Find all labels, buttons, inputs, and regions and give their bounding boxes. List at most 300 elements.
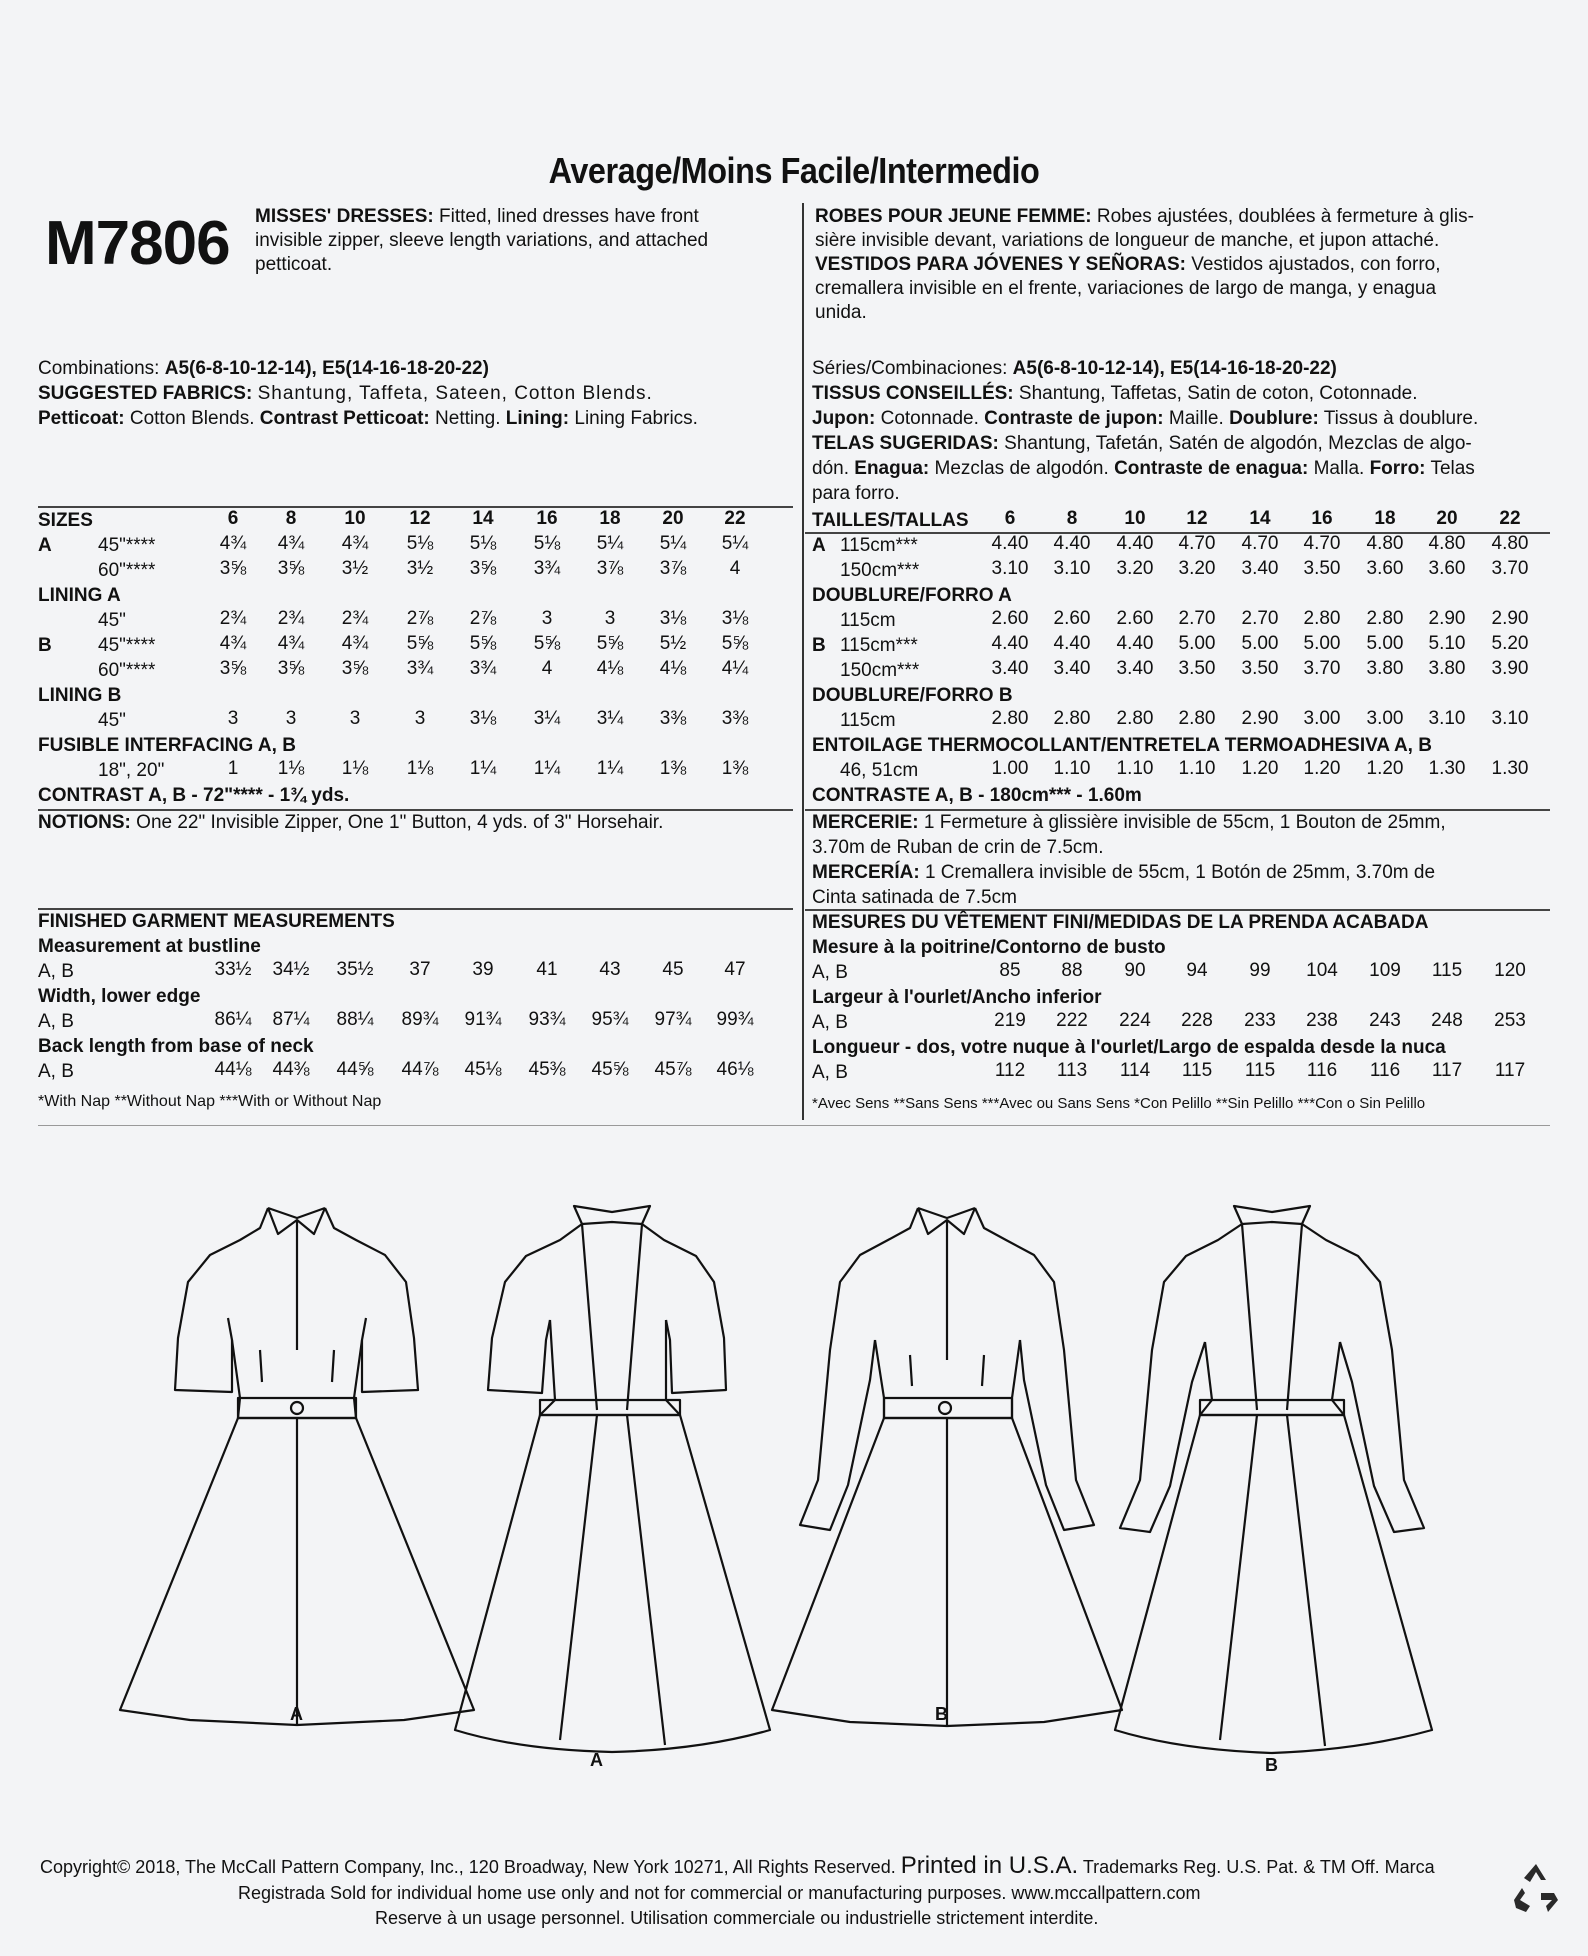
tissus-line: [812, 381, 1418, 406]
row-label: A: [812, 535, 826, 556]
yardage-cell: 3.50: [1303, 558, 1341, 579]
bust-title-en: Measurement at bustline: [38, 936, 261, 957]
measurement-cell: 37: [409, 959, 431, 980]
bust-title-fr: Mesure à la poitrine/Contorno de busto: [812, 937, 1166, 958]
measurement-cell: 44⅝: [336, 1059, 374, 1080]
yardage-cell: 3.20: [1116, 558, 1154, 579]
yardage-cell: 2.80: [1366, 608, 1404, 629]
bust-label-fr: A, B: [812, 962, 848, 983]
size-header: 8: [1066, 508, 1078, 529]
suggested-fabrics-label: SUGGESTED FABRICS:: [38, 383, 253, 404]
combinations-label: Combinations:: [38, 358, 160, 379]
yardage-cell: 4¾: [219, 633, 247, 654]
mercerie-line2: 3.70m de Ruban de crin de 7.5cm.: [812, 837, 1104, 858]
telas-value-cont: dón.: [812, 458, 849, 479]
difficulty-heading: Average/Moins Facile/Intermedio: [548, 150, 1040, 191]
yardage-cell: 1.20: [1241, 758, 1279, 779]
measurement-cell: 115: [1244, 1060, 1276, 1081]
size-header: 10: [344, 508, 366, 529]
measurement-cell: 87¼: [272, 1009, 310, 1030]
yardage-cell: 3¼: [533, 708, 561, 729]
yardage-cell: 5½: [659, 633, 687, 654]
measurement-cell: 253: [1494, 1010, 1526, 1031]
yardage-cell: 1⅛: [277, 758, 305, 779]
measurement-cell: 33½: [214, 959, 252, 980]
yardage-cell: 3.00: [1303, 708, 1341, 729]
yardage-cell: 2.90: [1241, 708, 1279, 729]
measurement-cell: 233: [1244, 1010, 1276, 1031]
yardage-cell: 3⅛: [721, 608, 749, 629]
petticoat-label: Petticoat:: [38, 408, 125, 429]
yardage-cell: 3.10: [1053, 558, 1091, 579]
row-width: 45": [98, 710, 126, 731]
yardage-cell: 4.40: [991, 533, 1029, 554]
yardage-cell: 5¼: [721, 533, 749, 554]
yardage-cell: 5.00: [1178, 633, 1216, 654]
size-header: 12: [409, 508, 431, 529]
measurement-cell: 109: [1369, 960, 1401, 981]
measurement-cell: 116: [1306, 1060, 1338, 1081]
row-label: B: [38, 635, 52, 656]
row-width: 45": [98, 610, 126, 631]
yardage-cell: 3.70: [1303, 658, 1341, 679]
yardage-cell: 5.00: [1241, 633, 1279, 654]
row-label: DOUBLURE/FORRO A: [812, 585, 1012, 606]
measurement-cell: 34½: [272, 959, 310, 980]
telas-line: [812, 431, 1472, 456]
mercerie-label: MERCERIE:: [812, 812, 919, 833]
yardage-cell: 4: [541, 658, 553, 679]
yardage-cell: 2.80: [1303, 608, 1341, 629]
yardage-cell: 3: [604, 608, 616, 629]
yardage-cell: 4.40: [1116, 533, 1154, 554]
description-es-title: VESTIDOS PARA JÓVENES Y SEÑORAS:: [815, 254, 1186, 275]
measurement-cell: 93¾: [528, 1009, 566, 1030]
row-label: LINING A: [38, 585, 121, 606]
combinations-fr-value: A5(6-8-10-12-14), E5(14-16-18-20-22): [1012, 358, 1337, 379]
yardage-cell: 3⅜: [721, 708, 749, 729]
yardage-cell: 5.20: [1491, 633, 1529, 654]
yardage-cell: 3¾: [533, 558, 561, 579]
column-divider: [802, 203, 804, 1120]
yardage-cell: 2.80: [1178, 708, 1216, 729]
size-header: 16: [1311, 508, 1333, 529]
yardage-cell: 1¼: [533, 758, 561, 779]
back-title-en: Back length from base of neck: [38, 1036, 314, 1057]
yardage-cell: 3.10: [991, 558, 1029, 579]
yardage-cell: 3⅝: [277, 558, 305, 579]
measurement-cell: 41: [536, 959, 558, 980]
forro-label: Forro:: [1369, 458, 1426, 479]
width-title-fr: Largeur à l'ourlet/Ancho inferior: [812, 987, 1102, 1008]
yardage-cell: 1⅛: [341, 758, 369, 779]
yardage-cell: 3¾: [406, 658, 434, 679]
nap-note-en: *With Nap **Without Nap ***With or Without Nap: [38, 1093, 382, 1110]
petticoat-value: Cotton Blends.: [129, 408, 255, 429]
description-fr-line2: sière invisible devant, variations de longueur de manche, et jupon attaché.: [815, 230, 1440, 251]
measurement-cell: 120: [1494, 960, 1526, 981]
enagua-label: Enagua:: [854, 458, 930, 479]
figure-label-front-b: B: [935, 1704, 948, 1724]
footer-copyright: Copyright© 2018, The McCall Pattern Company, Inc., 120 Broadway, New York 10271, All Rights Reserved.: [40, 1857, 896, 1877]
yardage-cell: 3.40: [1053, 658, 1091, 679]
measurement-cell: 228: [1181, 1010, 1213, 1031]
yardage-cell: 3.20: [1178, 558, 1216, 579]
yardage-cell: 1: [227, 758, 239, 779]
description-en-line2: invisible zipper, sleeve length variations, and attached: [255, 230, 709, 251]
yardage-cell: 3.80: [1428, 658, 1466, 679]
yardage-cell: 3.50: [1178, 658, 1216, 679]
yardage-cell: 1.10: [1053, 758, 1091, 779]
yardage-cell: 3.90: [1491, 658, 1529, 679]
measurement-cell: 117: [1431, 1060, 1463, 1081]
combinations-fr: [812, 356, 1337, 381]
yardage-cell: 3.80: [1366, 658, 1404, 679]
description-en-title: MISSES' DRESSES:: [255, 206, 434, 227]
mercerie-value: 1 Fermeture à glissière invisible de 55cm, 1 Bouton de 25mm,: [923, 812, 1446, 833]
yardage-cell: 3.50: [1241, 658, 1279, 679]
yardage-cell: 5¼: [596, 533, 624, 554]
yardage-cell: 3.40: [1241, 558, 1279, 579]
yardage-cell: 3⅛: [659, 608, 687, 629]
row-width: 150cm***: [840, 660, 920, 681]
combinations-fr-label: Séries/Combinaciones:: [812, 358, 1008, 379]
footer-line2: Registrada Sold for individual home use only and not for commercial or manufacturing purposes. www.mccallpattern.com: [238, 1883, 1201, 1903]
measurement-cell: 85: [999, 960, 1021, 981]
yardage-cell: 4⅛: [659, 658, 687, 679]
style-number: M7806: [45, 209, 230, 278]
yardage-cell: 1¼: [596, 758, 624, 779]
sizes-header-label: TAILLES/TALLAS: [812, 510, 969, 531]
yardage-cell: 5⅝: [721, 633, 749, 654]
measurement-cell: 116: [1369, 1060, 1401, 1081]
tissus-label: TISSUS CONSEILLÉS:: [812, 383, 1014, 404]
yardage-cell: 3: [349, 708, 361, 729]
yardage-cell: 3: [285, 708, 297, 729]
yardage-cell: 2.70: [1241, 608, 1279, 629]
yardage-cell: 4.80: [1428, 533, 1466, 554]
measurement-cell: 45⅝: [591, 1059, 629, 1080]
size-header: 12: [1186, 508, 1208, 529]
measurement-cell: 39: [472, 959, 494, 980]
yardage-cell: 3.60: [1428, 558, 1466, 579]
row-label: LINING B: [38, 685, 122, 706]
description-es-line1: Vestidos ajustados, con forro,: [1191, 254, 1441, 275]
dress-b-front-drawing: [772, 1208, 1122, 1726]
measurement-cell: 219: [994, 1010, 1026, 1031]
yardage-cell: 2⅞: [406, 608, 434, 629]
measurement-cell: 112: [994, 1060, 1026, 1081]
size-header: 14: [472, 508, 494, 529]
measurement-cell: 43: [599, 959, 621, 980]
jupon-value: Cotonnade.: [880, 408, 979, 429]
yardage-cell: 4¾: [277, 633, 305, 654]
suggested-fabrics-value: Shantung, Taffeta, Sateen, Cotton Blends.: [257, 383, 653, 404]
yardage-cell: 4.40: [991, 633, 1029, 654]
contraste-enagua-label: Contraste de enagua:: [1114, 458, 1309, 479]
sizes-header-label: SIZES: [38, 510, 93, 531]
yardage-cell: 2.80: [1053, 708, 1091, 729]
contraste-jupon-value: Maille.: [1168, 408, 1224, 429]
footer-line1: [40, 1852, 1435, 1880]
measurement-cell: 115: [1181, 1060, 1213, 1081]
yardage-cell: 2¾: [277, 608, 305, 629]
contrast-petticoat-label: Contrast Petticoat:: [259, 408, 430, 429]
yardage-cell: 4: [729, 558, 741, 579]
yardage-cell: 1.00: [991, 758, 1029, 779]
size-header: 14: [1249, 508, 1271, 529]
measurement-cell: 44⅞: [401, 1059, 439, 1080]
figure-label-back-b: B: [1265, 1755, 1278, 1775]
measurement-cell: 46⅛: [716, 1059, 754, 1080]
yardage-cell: 3⅝: [469, 558, 497, 579]
row-width: 45"****: [98, 535, 156, 556]
jupon-line: [812, 406, 1478, 431]
yardage-cell: 3.40: [1116, 658, 1154, 679]
measurement-cell: 99¾: [716, 1009, 754, 1030]
dress-a-back-drawing: [455, 1206, 770, 1752]
yardage-cell: 3½: [341, 558, 369, 579]
lining-value: Lining Fabrics.: [574, 408, 698, 429]
yardage-cell: 4.40: [1053, 533, 1091, 554]
contrast-yardage: CONTRAST A, B - 72"**** - 1¾ yds.: [38, 785, 350, 806]
yardage-cell: 1⅜: [659, 758, 687, 779]
combinations-value: A5(6-8-10-12-14), E5(14-16-18-20-22): [164, 358, 489, 379]
yardage-cell: 3⅞: [596, 558, 624, 579]
measurement-cell: 114: [1119, 1060, 1151, 1081]
forro-line: para forro.: [812, 483, 900, 504]
yardage-cell: 5⅝: [533, 633, 561, 654]
notions-label: NOTIONS:: [38, 812, 131, 833]
yardage-cell: 5.10: [1428, 633, 1466, 654]
yardage-cell: 5⅛: [406, 533, 434, 554]
yardage-cell: 2.80: [1116, 708, 1154, 729]
merceria-line2: Cinta satinada de 7.5cm: [812, 887, 1017, 908]
yardage-cell: 2.90: [1428, 608, 1466, 629]
measurement-cell: 115: [1431, 960, 1463, 981]
yardage-cell: 3⅞: [659, 558, 687, 579]
yardage-cell: 5.00: [1366, 633, 1404, 654]
yardage-cell: 3.60: [1366, 558, 1404, 579]
enagua-line: [812, 456, 1475, 481]
yardage-cell: 2.70: [1178, 608, 1216, 629]
measurement-cell: 44⅜: [272, 1059, 310, 1080]
yardage-cell: 4¾: [341, 633, 369, 654]
row-width: 60"****: [98, 660, 156, 681]
yardage-cell: 1¼: [469, 758, 497, 779]
suggested-fabrics: [38, 381, 653, 406]
yardage-cell: 3.00: [1366, 708, 1404, 729]
measurement-cell: 238: [1306, 1010, 1338, 1031]
yardage-cell: 3: [541, 608, 553, 629]
yardage-cell: 3.10: [1491, 708, 1529, 729]
measurement-cell: 117: [1494, 1060, 1526, 1081]
mercerie-line1: [812, 810, 1446, 835]
width-label-en: A, B: [38, 1011, 74, 1032]
contrast-petticoat-value: Netting.: [435, 408, 501, 429]
yardage-cell: 3⅝: [341, 658, 369, 679]
measurement-cell: 99: [1249, 960, 1271, 981]
size-header: 6: [1004, 508, 1016, 529]
forro-value: Telas: [1430, 458, 1475, 479]
yardage-cell: 3¾: [469, 658, 497, 679]
row-label: ENTOILAGE THERMOCOLLANT/ENTRETELA TERMOADHESIVA A, B: [812, 735, 1432, 756]
measurement-cell: 45⅞: [654, 1059, 692, 1080]
yardage-cell: 5⅛: [469, 533, 497, 554]
size-header: 6: [227, 508, 239, 529]
measurement-cell: 88¼: [336, 1009, 374, 1030]
measurement-cell: 222: [1056, 1010, 1088, 1031]
telas-label: TELAS SUGERIDAS:: [812, 433, 999, 454]
row-width: 150cm***: [840, 560, 920, 581]
size-header: 16: [536, 508, 558, 529]
yardage-cell: 3⅛: [469, 708, 497, 729]
yardage-cell: 4¾: [219, 533, 247, 554]
yardage-cell: 2¾: [341, 608, 369, 629]
row-label: DOUBLURE/FORRO B: [812, 685, 1013, 706]
description-es-line3: unida.: [815, 302, 867, 323]
yardage-cell: 3: [227, 708, 239, 729]
measurement-cell: 113: [1056, 1060, 1088, 1081]
illustration-rule: [38, 1125, 1550, 1126]
back-title-fr: Longueur - dos, votre nuque à l'ourlet/Largo de espalda desde la nuca: [812, 1037, 1446, 1058]
yardage-cell: 3⅝: [277, 658, 305, 679]
garment-illustrations: [0, 1150, 1588, 1790]
merceria-line1: [812, 860, 1435, 885]
enagua-value: Mezclas de algodón.: [934, 458, 1109, 479]
yardage-cell: 2.60: [1116, 608, 1154, 629]
description-en-line1: Fitted, lined dresses have front: [439, 206, 699, 227]
measurement-cell: 35½: [336, 959, 374, 980]
description-en: [255, 205, 780, 277]
size-header: 18: [1374, 508, 1396, 529]
row-width: 18", 20": [98, 760, 165, 781]
yardage-cell: 1.30: [1428, 758, 1466, 779]
measurement-cell: 95¾: [591, 1009, 629, 1030]
recycle-icon: [1508, 1860, 1564, 1916]
footer-line3: Reserve à un usage personnel. Utilisation commerciale ou industrielle strictement interdite.: [375, 1908, 1099, 1928]
size-header: 20: [1436, 508, 1458, 529]
yardage-cell: 3¼: [596, 708, 624, 729]
back-label-en: A, B: [38, 1061, 74, 1082]
measurement-cell: 224: [1119, 1010, 1151, 1031]
notions-value: One 22" Invisible Zipper, One 1" Button, 4 yds. of 3" Horsehair.: [136, 812, 664, 833]
yardage-cell: 3⅜: [659, 708, 687, 729]
combinations-en: [38, 356, 489, 381]
dress-b-back-drawing: [1115, 1206, 1432, 1753]
yardage-cell: 4.70: [1241, 533, 1279, 554]
row-width: 46, 51cm: [840, 760, 919, 781]
measurement-cell: 104: [1306, 960, 1338, 981]
contraste-yardage: CONTRASTE A, B - 180cm*** - 1.60m: [812, 785, 1142, 806]
bust-label-en: A, B: [38, 961, 74, 982]
measurement-cell: 45: [662, 959, 684, 980]
measurement-cell: 94: [1186, 960, 1208, 981]
yardage-cell: 2⅞: [469, 608, 497, 629]
nap-note-fr: *Avec Sens **Sans Sens ***Avec ou Sans Sens *Con Pelillo **Sin Pelillo ***Con o Sin Pelillo: [812, 1095, 1426, 1112]
petticoat-lining-line: [38, 406, 698, 431]
measurement-cell: 97¾: [654, 1009, 692, 1030]
yardage-cell: 3⅝: [219, 558, 247, 579]
yardage-cell: 3⅝: [219, 658, 247, 679]
row-label: FUSIBLE INTERFACING A, B: [38, 735, 296, 756]
yardage-cell: 3: [414, 708, 426, 729]
row-width: 60"****: [98, 560, 156, 581]
yardage-cell: 4.40: [1053, 633, 1091, 654]
size-header: 10: [1124, 508, 1146, 529]
measurement-cell: 86¼: [214, 1009, 252, 1030]
yardage-cell: 5⅝: [469, 633, 497, 654]
yardage-cell: 4.70: [1178, 533, 1216, 554]
figure-label-front-a: A: [290, 1704, 303, 1724]
description-es-line2: cremallera invisible en el frente, variaciones de largo de manga, y enagua: [815, 278, 1437, 299]
measurement-cell: 44⅛: [214, 1059, 252, 1080]
yardage-cell: 5⅝: [406, 633, 434, 654]
tissus-value: Shantung, Taffetas, Satin de coton, Cotonnade.: [1018, 383, 1418, 404]
measurement-cell: 91¾: [464, 1009, 502, 1030]
yardage-cell: 1⅜: [721, 758, 749, 779]
yardage-cell: 4¼: [721, 658, 749, 679]
measurement-cell: 45⅜: [528, 1059, 566, 1080]
yardage-cell: 4⅛: [596, 658, 624, 679]
yardage-cell: 3.10: [1428, 708, 1466, 729]
size-header: 8: [285, 508, 297, 529]
size-header: 22: [1499, 508, 1521, 529]
description-en-line3: petticoat.: [255, 254, 333, 275]
size-header: 18: [599, 508, 621, 529]
yardage-cell: 5.00: [1303, 633, 1341, 654]
yardage-cell: 4¾: [277, 533, 305, 554]
yardage-cell: 1.10: [1178, 758, 1216, 779]
yardage-cell: 4.70: [1303, 533, 1341, 554]
yardage-cell: 2.80: [991, 708, 1029, 729]
yardage-cell: 5⅝: [596, 633, 624, 654]
yardage-cell: 5⅛: [533, 533, 561, 554]
yardage-cell: 4.80: [1366, 533, 1404, 554]
yardage-cell: 1.20: [1366, 758, 1404, 779]
footer-trademarks: Trademarks Reg. U.S. Pat. & TM Off. Marca: [1082, 1857, 1435, 1877]
yardage-cell: 2.90: [1491, 608, 1529, 629]
description-fr-title: ROBES POUR JEUNE FEMME:: [815, 206, 1092, 227]
footer-printed: Printed in U.S.A.: [900, 1852, 1079, 1879]
yardage-cell: 1.10: [1116, 758, 1154, 779]
yardage-cell: 4.40: [1116, 633, 1154, 654]
yardage-cell: 5¼: [659, 533, 687, 554]
yardage-cell: 3.40: [991, 658, 1029, 679]
row-width: 45"****: [98, 635, 156, 656]
description-fr-es: [815, 205, 1555, 325]
jupon-label: Jupon:: [812, 408, 876, 429]
row-width: 115cm***: [840, 635, 918, 656]
doublure-value: Tissus à doublure.: [1323, 408, 1479, 429]
back-label-fr: A, B: [812, 1062, 848, 1083]
row-width: 115cm: [840, 610, 896, 631]
telas-value: Shantung, Tafetán, Satén de algodón, Mezclas de algo-: [1004, 433, 1472, 454]
contraste-enagua-value: Malla.: [1313, 458, 1365, 479]
figure-label-back-a: A: [590, 1750, 603, 1770]
size-header: 22: [724, 508, 746, 529]
yardage-cell: 1.30: [1491, 758, 1529, 779]
contraste-jupon-label: Contraste de jupon:: [984, 408, 1164, 429]
dress-a-front-drawing: [120, 1208, 474, 1725]
measurement-cell: 90: [1124, 960, 1146, 981]
row-label: A: [38, 535, 52, 556]
yardage-cell: 4¾: [341, 533, 369, 554]
width-label-fr: A, B: [812, 1012, 848, 1033]
yardage-cell: 2.60: [991, 608, 1029, 629]
yardage-cell: 3½: [406, 558, 434, 579]
fgm-title-fr: MESURES DU VÊTEMENT FINI/MEDIDAS DE LA PRENDA ACABADA: [812, 912, 1429, 933]
